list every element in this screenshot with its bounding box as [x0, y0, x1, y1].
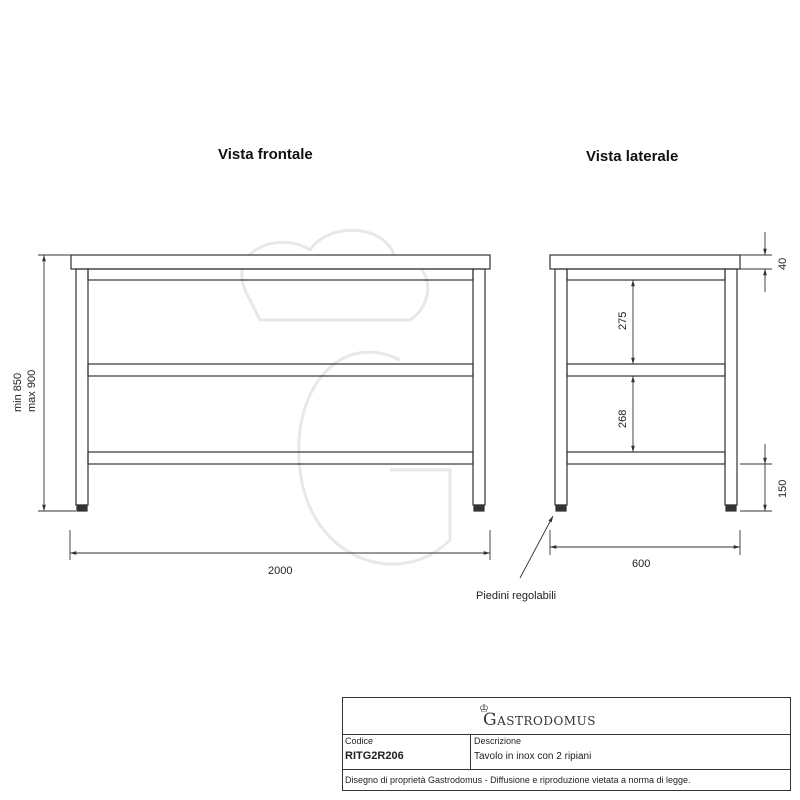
front-right-foot: [474, 505, 484, 511]
front-view-title: Vista frontale: [218, 146, 313, 163]
width-label: 2000: [268, 565, 293, 577]
front-top-frame: [88, 269, 473, 280]
description-header: Descrizione: [474, 736, 522, 746]
front-tabletop: [71, 255, 490, 269]
front-bottom-shelf: [88, 452, 473, 464]
height-max-label: max 900: [26, 369, 38, 412]
bottom-shelf-height-label: 150: [777, 479, 789, 498]
side-top-frame: [567, 269, 725, 280]
company-logo: [479, 702, 596, 730]
height-min-label: min 850: [12, 372, 24, 412]
side-left-foot: [556, 505, 566, 511]
front-right-leg: [473, 269, 485, 505]
lower-gap-label: 268: [617, 409, 629, 428]
description-value: Tavolo in inox con 2 ripiani: [474, 751, 592, 762]
top-thickness-label: 40: [777, 257, 789, 270]
ownership-notice: Disegno di proprietà Gastrodomus - Diffusione e riproduzione vietata a norma di legge.: [345, 775, 691, 785]
chef-hat-icon: ♔: [479, 702, 490, 715]
code-value: RITG2R206: [345, 750, 404, 762]
side-right-dimensions: [740, 232, 772, 511]
title-block-divider: [470, 734, 471, 769]
side-left-leg: [555, 269, 567, 505]
side-view-table: [550, 255, 740, 511]
front-height-dimension: [38, 255, 76, 511]
depth-label: 600: [632, 558, 651, 570]
side-right-foot: [726, 505, 736, 511]
front-left-foot: [77, 505, 87, 511]
side-bottom-shelf: [567, 452, 725, 464]
logo-text: Gastrodomus: [483, 710, 596, 730]
upper-gap-label: 275: [617, 311, 629, 330]
code-header: Codice: [345, 736, 374, 746]
front-middle-shelf: [88, 364, 473, 376]
feet-leader-line: [520, 516, 553, 578]
side-tabletop: [550, 255, 740, 269]
feet-annotation: Piedini regolabili: [476, 590, 557, 602]
side-right-leg: [725, 269, 737, 505]
side-view-title: Vista laterale: [586, 148, 679, 165]
title-block: [342, 697, 791, 791]
side-middle-shelf: [567, 364, 725, 376]
side-depth-dimension: [550, 530, 740, 555]
front-left-leg: [76, 269, 88, 505]
